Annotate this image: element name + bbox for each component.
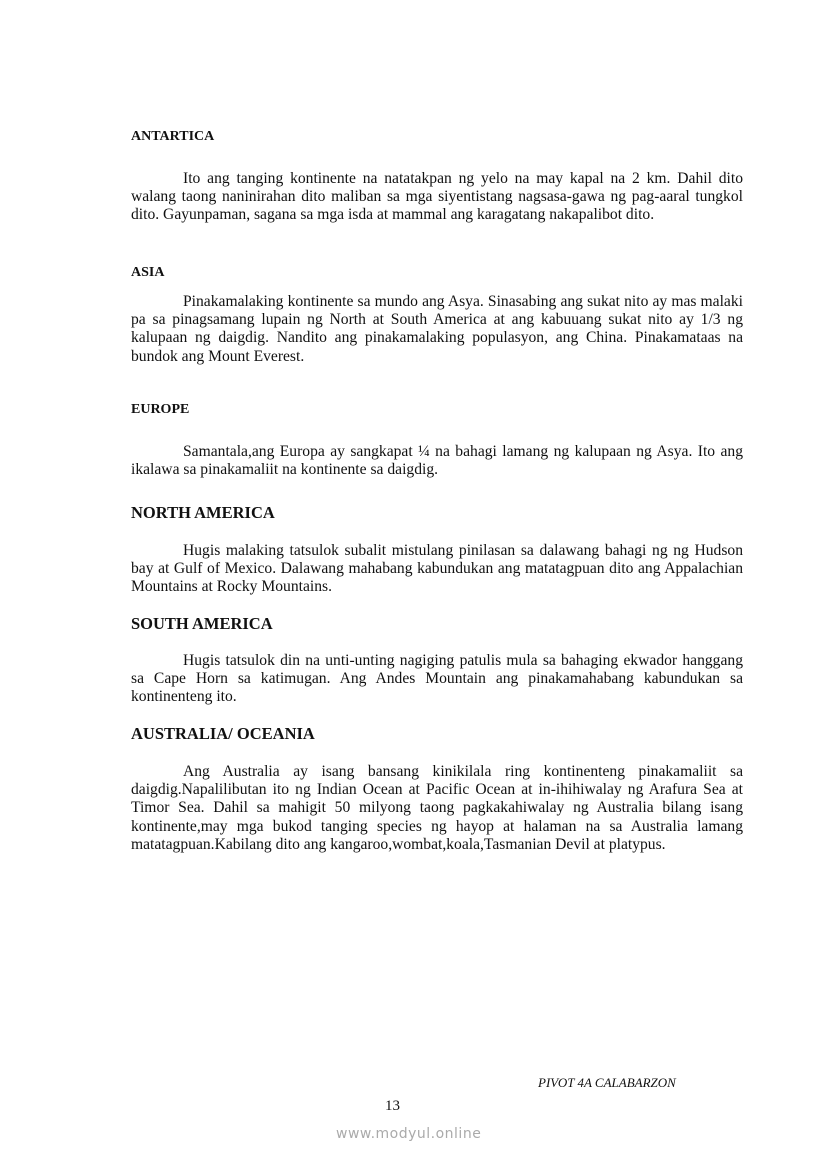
paragraph-australia-oceania: Ang Australia ay isang bansang kinikilala ring kontinenteng pinakamaliit sa daigdig.Napalilibutan ito ng Indian Ocean at Pacific Ocean at in-ihihiwalay ng Arafura Sea at Timor Sea. Dahil sa mahigit 50 milyong taong pagkakahiwalay ng Australia bilang isang kontinente,may mga bukod tanging species ng hayop at halaman na sa Australia lamang matatagpuan.Kabilang dito ang kangaroo,wombat,koala,Tasmanian Devil at platypus. (131, 763, 743, 853)
paragraph-north-america: Hugis malaking tatsulok subalit mistulang pinilasan sa dalawang bahagi ng ng Hudson bay at Gulf of Mexico. Dalawang mahabang kabundukan ang matatagpuan dito ang Appalachian Mountains at Rocky Mountains. (131, 542, 743, 596)
heading-antartica: ANTARTICA (131, 129, 215, 144)
paragraph-antartica: Ito ang tanging kontinente na natatakpan ng yelo na may kapal na 2 km. Dahil dito walang taong naninirahan dito maliban sa mga siyentistang nagsasa-gawa ng pag-aaral tungkol dito. Gayunpaman, sagana sa mga isda at mammal ang karagatang nakapalibot dito. (131, 170, 743, 224)
page-number: 13 (385, 1098, 400, 1114)
paragraph-south-america: Hugis tatsulok din na unti-unting nagiging patulis mula sa bahaging ekwador hanggang sa Cape Horn sa katimugan. Ang Andes Mountain ang pinakamahabang kabundukan sa kontinenteng ito. (131, 652, 743, 706)
heading-europe: EUROPE (131, 402, 190, 417)
heading-north-america: NORTH AMERICA (131, 503, 275, 522)
footer-source: PIVOT 4A CALABARZON (538, 1075, 676, 1090)
heading-asia: ASIA (131, 265, 165, 280)
heading-australia-oceania: AUSTRALIA/ OCEANIA (131, 724, 315, 743)
paragraph-europe: Samantala,ang Europa ay sangkapat ¼ na bahagi lamang ng kalupaan ng Asya. Ito ang ikalawa sa pinakamaliit na kontinente sa daigdig. (131, 443, 743, 479)
watermark: www.modyul.online (336, 1126, 482, 1142)
heading-south-america: SOUTH AMERICA (131, 614, 273, 633)
paragraph-asia: Pinakamalaking kontinente sa mundo ang Asya. Sinasabing ang sukat nito ay mas malaki pa sa pinagsamang lupain ng North at South America at ang kabuuang sukat nito ay 1/3 ng kalupaan ng daigdig. Nandito ang pinakamalaking populasyon, ang China. Pinakamataas na bundok ang Mount Everest. (131, 293, 743, 365)
